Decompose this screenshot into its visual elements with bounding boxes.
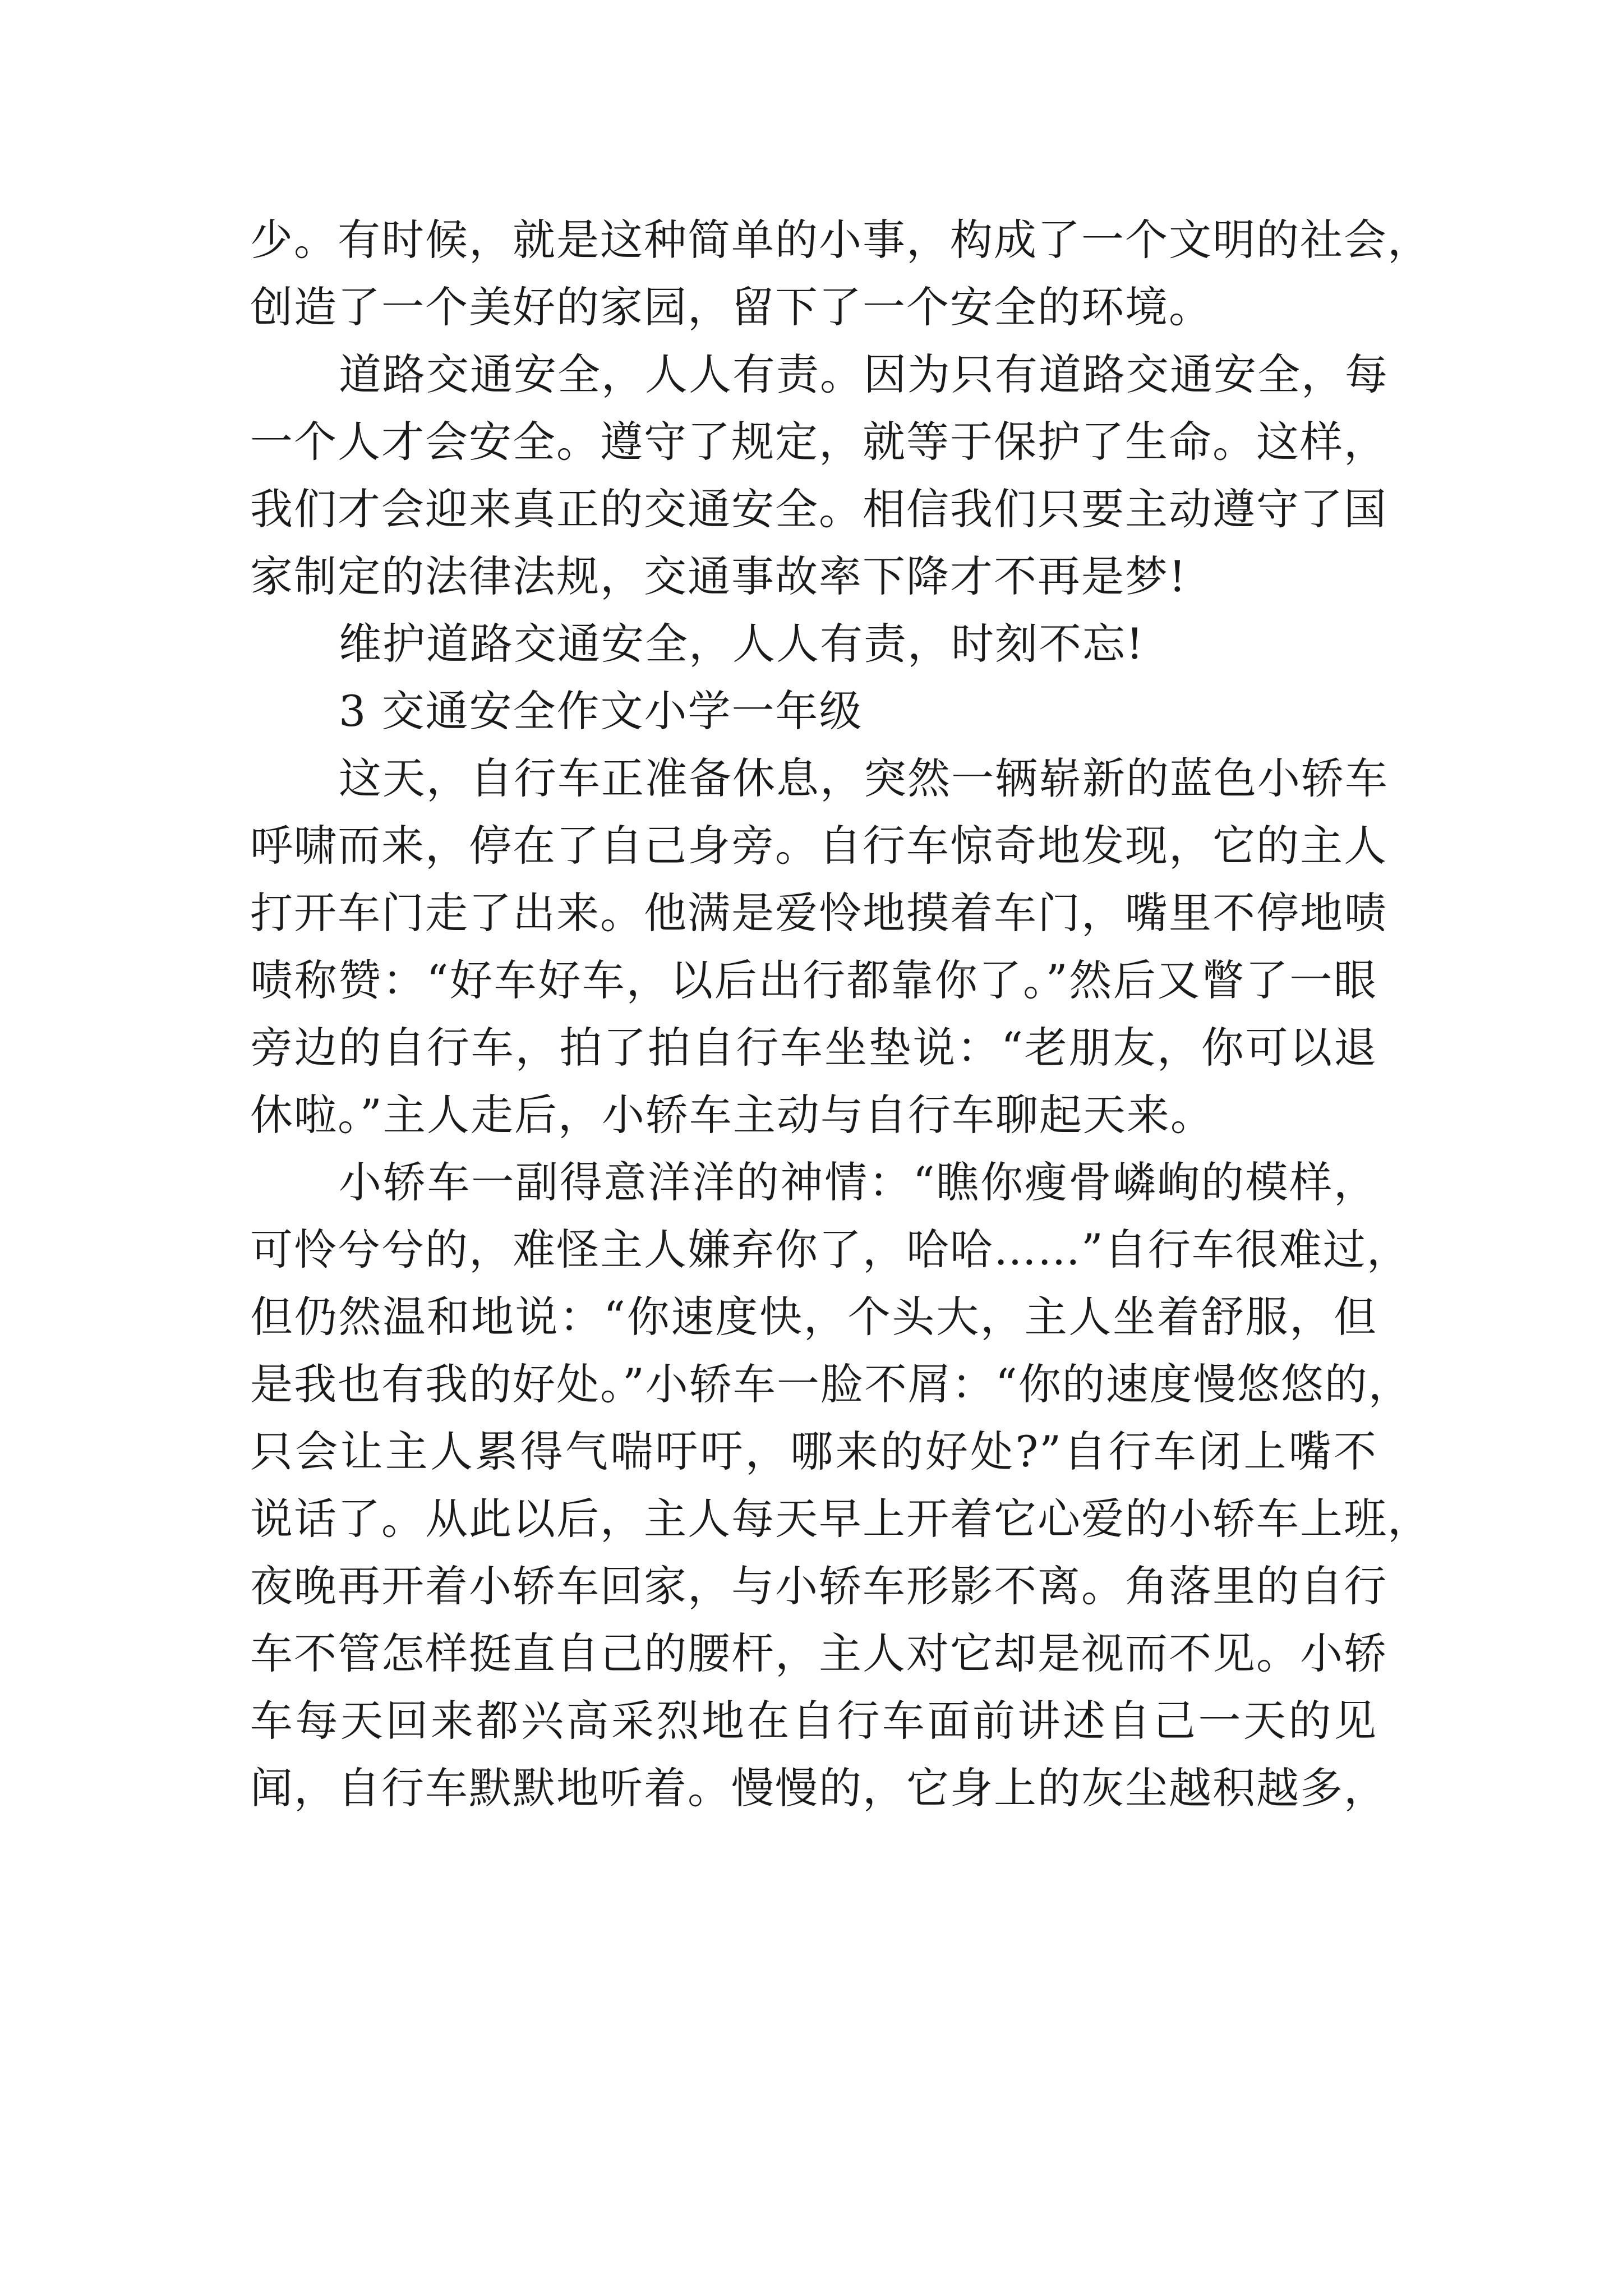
text-line: 是我也有我的好处。”小轿车一脸不屑：“你的速度慢悠悠的， (250, 1359, 1412, 1409)
text-line: 创造了一个美好的家园，留下了一个安全的环境。 (250, 282, 1212, 332)
text-line: 闻，自行车默默地听着。慢慢的，它身上的灰尘越积越多， (250, 1763, 1387, 1813)
text-line: 啧称赞：“好车好车，以后出行都靠你了。”然后又瞥了一眼 (250, 955, 1377, 1005)
text-line: 车每天回来都兴高采烈地在自行车面前讲述自己一天的见 (250, 1696, 1377, 1746)
text-line: 旁边的自行车，拍了拍自行车坐垫说：“老朋友，你可以退 (250, 1023, 1377, 1073)
text-line: 夜晚再开着小轿车回家，与小轿车形影不离。角落里的自行 (250, 1561, 1387, 1611)
text-line: 少。有时候，就是这种简单的小事，构成了一个文明的社会， (250, 215, 1431, 265)
text-line: 只会让主人累得气喘吁吁，哪来的好处?”自行车闭上嘴不 (250, 1427, 1377, 1476)
text-line: 车不管怎样挺直自己的腰杆，主人对它却是视而不见。小轿 (250, 1628, 1387, 1678)
paragraph-start-line: 维护道路交通安全，人人有责，时刻不忘! (339, 619, 1145, 669)
text-line: 但仍然温和地说：“你速度快，个头大，主人坐着舒服，但 (250, 1292, 1377, 1342)
paragraph-start-line: 小轿车一副得意洋洋的神情：“瞧你瘦骨嶙峋的模样， (339, 1157, 1377, 1207)
text-line: 说话了。从此以后，主人每天早上开着它心爱的小轿车上班， (250, 1494, 1431, 1544)
section-heading: 3 交通安全作文小学一年级 (339, 686, 863, 736)
text-line: 一个人才会安全。遵守了规定，就等于保护了生命。这样， (250, 417, 1387, 467)
text-line: 打开车门走了出来。他满是爱怜地摸着车门，嘴里不停地啧 (250, 888, 1387, 938)
text-line: 我们才会迎来真正的交通安全。相信我们只要主动遵守了国 (250, 484, 1387, 534)
text-line: 家制定的法律法规，交通事故率下降才不再是梦! (250, 551, 1187, 601)
essay-text-block (250, 206, 1431, 1822)
text-line: 呼啸而来，停在了自己身旁。自行车惊奇地发现，它的主人 (250, 821, 1387, 871)
text-line: 可怜兮兮的，难怪主人嫌弃你了，哈哈……”自行车很难过， (250, 1225, 1410, 1274)
paragraph-start-line: 道路交通安全，人人有责。因为只有道路交通安全，每 (339, 349, 1389, 399)
text-line: 休啦。”主人走后，小轿车主动与自行车聊起天来。 (250, 1090, 1214, 1140)
paragraph-start-line: 这天，自行车正准备休息，突然一辆崭新的蓝色小轿车 (339, 753, 1389, 803)
